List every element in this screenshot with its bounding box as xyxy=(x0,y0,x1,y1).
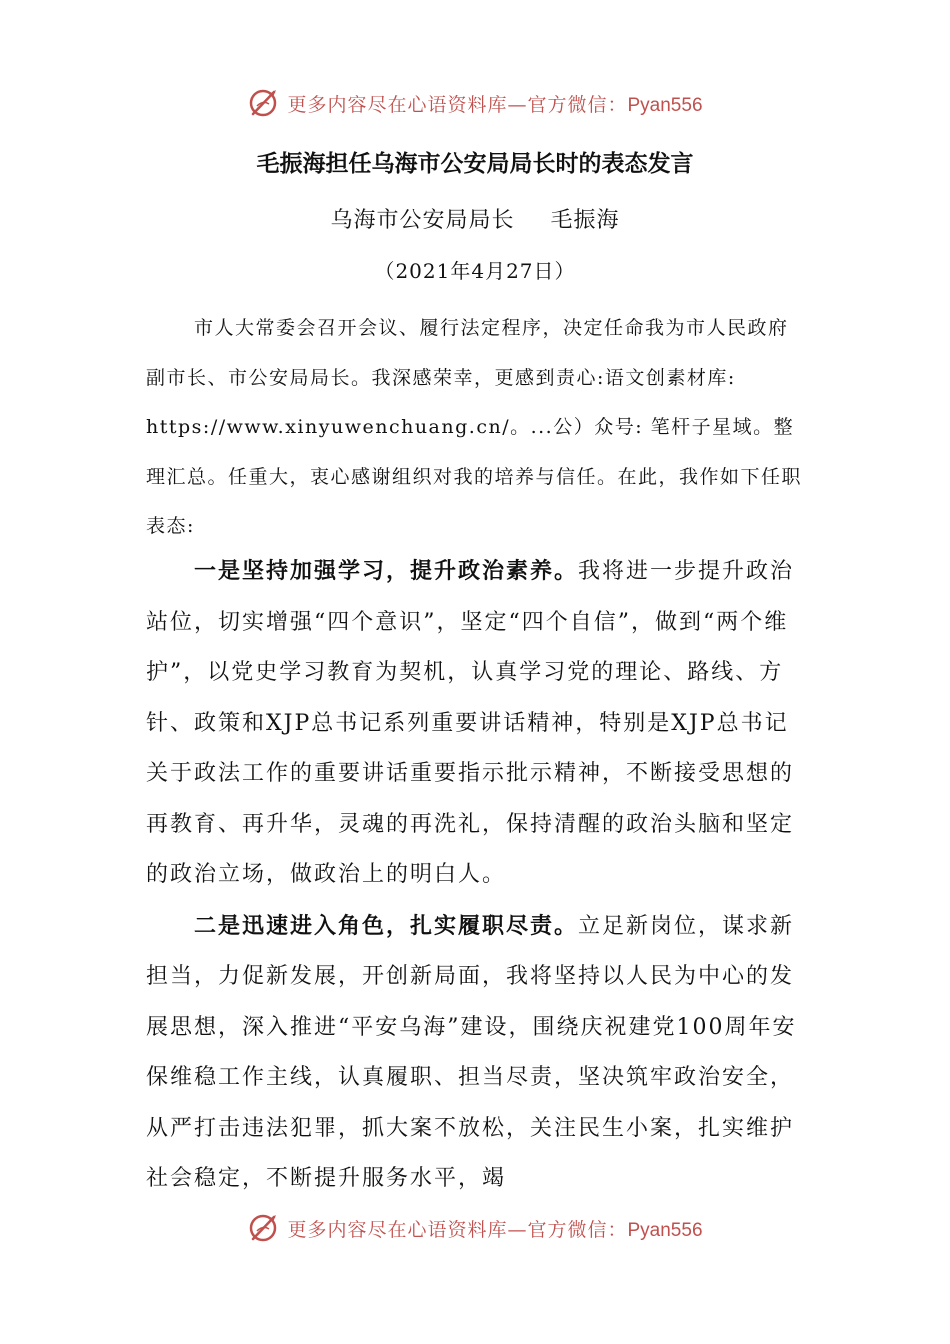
pen-logo-icon xyxy=(247,86,281,120)
paragraph-2-lead: 二是迅速进入角色，扎实履职尽责。 xyxy=(194,912,579,939)
paragraph-2-text: 立足新岗位，谋求新担当，力促新发展，开创新局面，我将坚持以人民为中心的发展思想，深入推进“平安乌海”建设，围绕庆祝建党100周年安保维稳工作主线，认真履职、担当尽责，坚决筑牢政治安全，从严打击违法犯罪，抓大案不放松，关注民生小案，扎实维护社会稳定，不断提升服务水平，竭 xyxy=(146,913,797,1191)
author-line xyxy=(0,203,950,234)
intro-section xyxy=(146,304,806,552)
pen-logo-icon xyxy=(247,1211,281,1245)
footer-banner xyxy=(0,1208,950,1248)
intro-paragraph: 市人大常委会召开会议、履行法定程序，决定任命我为市人民政府副市长、市公安局局长。我深感荣幸，更感到责心:语文创素材库: https://www.xinyuwenchuang.cn/。...公）众号: 笔杆子星域。整理汇总。任重大，衷心感谢组织对我的培养与信任。在此，我作如下任职表态: xyxy=(146,317,803,537)
wechat-id: Pyan556 xyxy=(627,1219,703,1241)
banner-text: 更多内容尽在心语资料库—官方微信：Pyan556 xyxy=(287,1218,703,1241)
banner-text: 更多内容尽在心语资料库—官方微信：Pyan556 xyxy=(287,93,703,116)
document-title: 毛振海担任乌海市公安局局长时的表态发言 xyxy=(256,150,694,177)
paragraph-1 xyxy=(146,546,810,901)
paragraph-1-lead: 一是坚持加强学习，提升政治素养。 xyxy=(194,558,579,584)
header-banner xyxy=(0,83,950,123)
body-section xyxy=(146,546,810,1205)
author-name: 毛振海 xyxy=(550,208,620,233)
paragraph-1-text: 我将进一步提升政治站位，切实增强“四个意识”，坚定“四个自信”，做到“两个维护”，以党史学习教育为契机，认真学习党的理论、路线、方针、政策和XJP总书记系列重要讲话精神，特别是XJP总书记关于政法工作的重要讲话重要指示批示精神，不断接受思想的再教育、再升华，灵魂的再洗礼，保持清醒的政治头脑和坚定的政治立场，做政治上的明白人。 xyxy=(146,559,795,887)
paragraph-2 xyxy=(146,901,810,1205)
author-title: 乌海市公安局局长 xyxy=(330,208,515,233)
wechat-id: Pyan556 xyxy=(627,94,703,116)
document-date: （2021年4月27日） xyxy=(374,259,576,283)
